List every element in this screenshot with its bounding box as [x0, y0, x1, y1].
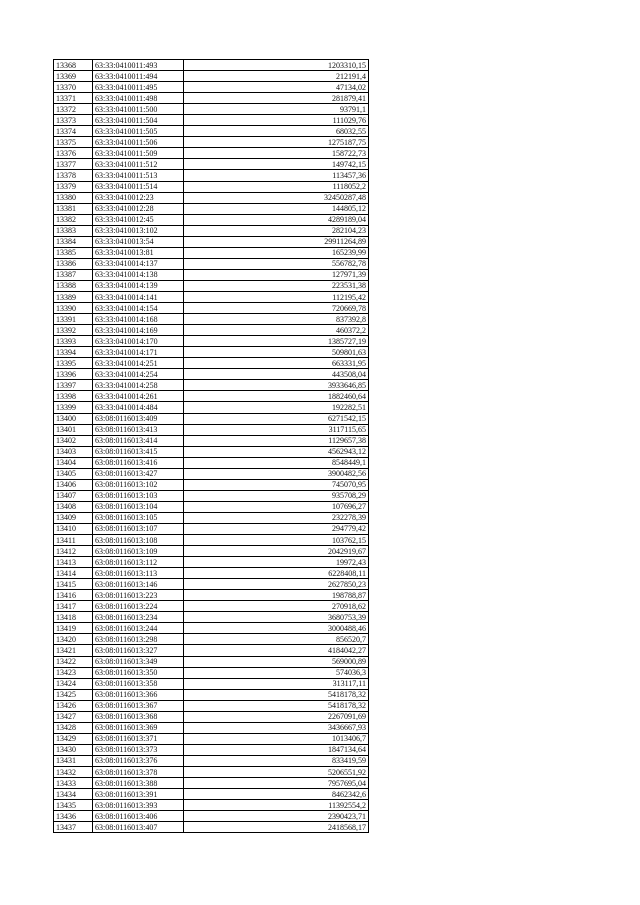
row-number-cell: 13377: [54, 159, 93, 170]
row-number-cell: 13391: [54, 314, 93, 325]
row-number-cell: 13429: [54, 733, 93, 744]
value-cell: 232278,39: [184, 512, 369, 523]
table-row: [54, 126, 369, 137]
table-row: [54, 314, 369, 325]
value-cell: 1847134,64: [184, 744, 369, 755]
table-row: [54, 623, 369, 634]
cadastral-number-cell: 63:33:0410014:258: [93, 380, 184, 391]
row-number-cell: 13401: [54, 424, 93, 435]
cadastral-number-cell: 63:08:0116013:298: [93, 634, 184, 645]
table-row: [54, 347, 369, 358]
table-row: [54, 413, 369, 424]
cadastral-number-cell: 63:33:0410011:494: [93, 71, 184, 82]
row-number-cell: 13416: [54, 590, 93, 601]
table-row: [54, 93, 369, 104]
cadastral-number-cell: 63:33:0410011:506: [93, 137, 184, 148]
cadastral-number-cell: 63:33:0410011:512: [93, 159, 184, 170]
table-row: [54, 601, 369, 612]
table-row: [54, 744, 369, 755]
value-cell: 4289189,04: [184, 214, 369, 225]
cadastral-number-cell: 63:33:0410014:171: [93, 347, 184, 358]
row-number-cell: 13369: [54, 71, 93, 82]
table-row: [54, 137, 369, 148]
row-number-cell: 13380: [54, 192, 93, 203]
row-number-cell: 13399: [54, 402, 93, 413]
value-cell: 856520,7: [184, 634, 369, 645]
cadastral-number-cell: 63:08:0116013:416: [93, 457, 184, 468]
cadastral-number-cell: 63:33:0410014:154: [93, 303, 184, 314]
value-cell: 281879,41: [184, 93, 369, 104]
table-row: [54, 778, 369, 789]
cadastral-value-table: [53, 59, 369, 833]
table-row: [54, 479, 369, 490]
value-cell: 720669,78: [184, 303, 369, 314]
row-number-cell: 13417: [54, 601, 93, 612]
row-number-cell: 13406: [54, 479, 93, 490]
table-row: [54, 546, 369, 557]
table-row: [54, 490, 369, 501]
row-number-cell: 13437: [54, 822, 93, 833]
cadastral-number-cell: 63:08:0116013:407: [93, 822, 184, 833]
value-cell: 8548449,1: [184, 457, 369, 468]
table-row: [54, 501, 369, 512]
table-row: [54, 336, 369, 347]
cadastral-number-cell: 63:08:0116013:327: [93, 645, 184, 656]
table-row: [54, 535, 369, 546]
value-cell: 5418178,32: [184, 700, 369, 711]
row-number-cell: 13418: [54, 612, 93, 623]
table-row: [54, 678, 369, 689]
cadastral-number-cell: 63:08:0116013:369: [93, 722, 184, 733]
cadastral-number-cell: 63:33:0410011:504: [93, 115, 184, 126]
cadastral-number-cell: 63:08:0116013:112: [93, 557, 184, 568]
row-number-cell: 13383: [54, 225, 93, 236]
value-cell: 2267091,69: [184, 711, 369, 722]
row-number-cell: 13402: [54, 435, 93, 446]
cadastral-number-cell: 63:33:0410014:251: [93, 358, 184, 369]
value-cell: 3680753,39: [184, 612, 369, 623]
table-row: [54, 225, 369, 236]
value-cell: 460372,2: [184, 325, 369, 336]
table-row: [54, 258, 369, 269]
cadastral-number-cell: 63:33:0410011:505: [93, 126, 184, 137]
row-number-cell: 13432: [54, 767, 93, 778]
table-body: [54, 60, 369, 833]
row-number-cell: 13428: [54, 722, 93, 733]
cadastral-number-cell: 63:33:0410014:261: [93, 391, 184, 402]
row-number-cell: 13433: [54, 778, 93, 789]
row-number-cell: 13414: [54, 568, 93, 579]
row-number-cell: 13381: [54, 203, 93, 214]
table-row: [54, 60, 369, 71]
table-row: [54, 247, 369, 258]
table-row: [54, 811, 369, 822]
cadastral-number-cell: 63:33:0410014:139: [93, 280, 184, 291]
cadastral-number-cell: 63:08:0116013:366: [93, 689, 184, 700]
row-number-cell: 13394: [54, 347, 93, 358]
cadastral-number-cell: 63:08:0116013:409: [93, 413, 184, 424]
value-cell: 112195,42: [184, 291, 369, 302]
cadastral-number-cell: 63:33:0410011:500: [93, 104, 184, 115]
value-cell: 3900482,56: [184, 468, 369, 479]
value-cell: 4184042,27: [184, 645, 369, 656]
table-row: [54, 402, 369, 413]
row-number-cell: 13371: [54, 93, 93, 104]
row-number-cell: 13387: [54, 269, 93, 280]
table-row: [54, 71, 369, 82]
table-row: [54, 789, 369, 800]
cadastral-number-cell: 63:08:0116013:104: [93, 501, 184, 512]
table-row: [54, 181, 369, 192]
row-number-cell: 13405: [54, 468, 93, 479]
row-number-cell: 13431: [54, 755, 93, 766]
value-cell: 3117115,65: [184, 424, 369, 435]
cadastral-number-cell: 63:08:0116013:378: [93, 767, 184, 778]
cadastral-number-cell: 63:33:0410012:45: [93, 214, 184, 225]
value-cell: 165239,99: [184, 247, 369, 258]
row-number-cell: 13434: [54, 789, 93, 800]
value-cell: 93791,1: [184, 104, 369, 115]
row-number-cell: 13372: [54, 104, 93, 115]
row-number-cell: 13404: [54, 457, 93, 468]
row-number-cell: 13389: [54, 291, 93, 302]
cadastral-number-cell: 63:33:0410014:170: [93, 336, 184, 347]
table-row: [54, 391, 369, 402]
cadastral-number-cell: 63:08:0116013:107: [93, 523, 184, 534]
table-row: [54, 192, 369, 203]
row-number-cell: 13395: [54, 358, 93, 369]
value-cell: 192282,51: [184, 402, 369, 413]
row-number-cell: 13426: [54, 700, 93, 711]
cadastral-number-cell: 63:08:0116013:415: [93, 446, 184, 457]
row-number-cell: 13419: [54, 623, 93, 634]
table-row: [54, 512, 369, 523]
row-number-cell: 13430: [54, 744, 93, 755]
table-row: [54, 303, 369, 314]
cadastral-number-cell: 63:33:0410012:28: [93, 203, 184, 214]
table-row: [54, 722, 369, 733]
value-cell: 111029,76: [184, 115, 369, 126]
cadastral-number-cell: 63:33:0410011:509: [93, 148, 184, 159]
row-number-cell: 13393: [54, 336, 93, 347]
row-number-cell: 13403: [54, 446, 93, 457]
row-number-cell: 13386: [54, 258, 93, 269]
cadastral-number-cell: 63:33:0410011:493: [93, 60, 184, 71]
cadastral-number-cell: 63:08:0116013:349: [93, 656, 184, 667]
row-number-cell: 13398: [54, 391, 93, 402]
row-number-cell: 13378: [54, 170, 93, 181]
value-cell: 1129657,38: [184, 435, 369, 446]
table-row: [54, 800, 369, 811]
value-cell: 1882460,64: [184, 391, 369, 402]
cadastral-number-cell: 63:08:0116013:105: [93, 512, 184, 523]
cadastral-number-cell: 63:08:0116013:234: [93, 612, 184, 623]
value-cell: 29911264,89: [184, 236, 369, 247]
table-row: [54, 159, 369, 170]
table-row: [54, 755, 369, 766]
table-row: [54, 214, 369, 225]
table-row: [54, 380, 369, 391]
value-cell: 282104,23: [184, 225, 369, 236]
row-number-cell: 13370: [54, 82, 93, 93]
table-row: [54, 446, 369, 457]
cadastral-number-cell: 63:33:0410012:23: [93, 192, 184, 203]
value-cell: 663331,95: [184, 358, 369, 369]
cadastral-number-cell: 63:08:0116013:224: [93, 601, 184, 612]
cadastral-number-cell: 63:33:0410011:513: [93, 170, 184, 181]
cadastral-number-cell: 63:08:0116013:371: [93, 733, 184, 744]
cadastral-number-cell: 63:08:0116013:406: [93, 811, 184, 822]
value-cell: 7957695,04: [184, 778, 369, 789]
cadastral-number-cell: 63:08:0116013:373: [93, 744, 184, 755]
cadastral-number-cell: 63:08:0116013:146: [93, 579, 184, 590]
value-cell: 113457,36: [184, 170, 369, 181]
table-row: [54, 291, 369, 302]
cadastral-number-cell: 63:33:0410014:484: [93, 402, 184, 413]
row-number-cell: 13413: [54, 557, 93, 568]
cadastral-number-cell: 63:08:0116013:393: [93, 800, 184, 811]
value-cell: 19972,43: [184, 557, 369, 568]
cadastral-number-cell: 63:33:0410011:514: [93, 181, 184, 192]
value-cell: 3436667,93: [184, 722, 369, 733]
row-number-cell: 13388: [54, 280, 93, 291]
row-number-cell: 13409: [54, 512, 93, 523]
cadastral-number-cell: 63:08:0116013:108: [93, 535, 184, 546]
table-row: [54, 435, 369, 446]
table-row: [54, 236, 369, 247]
value-cell: 198788,87: [184, 590, 369, 601]
table-row: [54, 325, 369, 336]
row-number-cell: 13412: [54, 546, 93, 557]
table-row: [54, 634, 369, 645]
cadastral-number-cell: 63:33:0410013:102: [93, 225, 184, 236]
table-row: [54, 82, 369, 93]
value-cell: 2042919,67: [184, 546, 369, 557]
row-number-cell: 13436: [54, 811, 93, 822]
table-row: [54, 612, 369, 623]
value-cell: 313117,11: [184, 678, 369, 689]
row-number-cell: 13390: [54, 303, 93, 314]
row-number-cell: 13411: [54, 535, 93, 546]
row-number-cell: 13420: [54, 634, 93, 645]
row-number-cell: 13368: [54, 60, 93, 71]
cadastral-number-cell: 63:08:0116013:109: [93, 546, 184, 557]
value-cell: 3933646,85: [184, 380, 369, 391]
table-row: [54, 148, 369, 159]
row-number-cell: 13407: [54, 490, 93, 501]
table-row: [54, 424, 369, 435]
cadastral-number-cell: 63:33:0410014:141: [93, 291, 184, 302]
value-cell: 3000488,46: [184, 623, 369, 634]
cadastral-number-cell: 63:08:0116013:413: [93, 424, 184, 435]
table-row: [54, 667, 369, 678]
cadastral-number-cell: 63:33:0410013:81: [93, 247, 184, 258]
row-number-cell: 13435: [54, 800, 93, 811]
table-row: [54, 568, 369, 579]
table-row: [54, 280, 369, 291]
table-row: [54, 523, 369, 534]
value-cell: 6228408,11: [184, 568, 369, 579]
table-row: [54, 269, 369, 280]
table-row: [54, 656, 369, 667]
row-number-cell: 13385: [54, 247, 93, 258]
value-cell: 2390423,71: [184, 811, 369, 822]
value-cell: 1013406,7: [184, 733, 369, 744]
cadastral-number-cell: 63:08:0116013:427: [93, 468, 184, 479]
value-cell: 1385727,19: [184, 336, 369, 347]
value-cell: 8462342,6: [184, 789, 369, 800]
row-number-cell: 13397: [54, 380, 93, 391]
row-number-cell: 13392: [54, 325, 93, 336]
cadastral-number-cell: 63:08:0116013:223: [93, 590, 184, 601]
table-row: [54, 203, 369, 214]
cadastral-number-cell: 63:08:0116013:113: [93, 568, 184, 579]
row-number-cell: 13382: [54, 214, 93, 225]
value-cell: 569000,89: [184, 656, 369, 667]
value-cell: 32450287,48: [184, 192, 369, 203]
cadastral-number-cell: 63:33:0410011:498: [93, 93, 184, 104]
cadastral-number-cell: 63:08:0116013:102: [93, 479, 184, 490]
value-cell: 556782,78: [184, 258, 369, 269]
row-number-cell: 13423: [54, 667, 93, 678]
table-row: [54, 590, 369, 601]
table-row: [54, 468, 369, 479]
row-number-cell: 13422: [54, 656, 93, 667]
table-row: [54, 170, 369, 181]
table-row: [54, 733, 369, 744]
row-number-cell: 13400: [54, 413, 93, 424]
value-cell: 107696,27: [184, 501, 369, 512]
table-row: [54, 579, 369, 590]
value-cell: 837392,8: [184, 314, 369, 325]
cadastral-number-cell: 63:08:0116013:414: [93, 435, 184, 446]
table-row: [54, 557, 369, 568]
value-cell: 149742,15: [184, 159, 369, 170]
value-cell: 158722,73: [184, 148, 369, 159]
row-number-cell: 13427: [54, 711, 93, 722]
cadastral-number-cell: 63:33:0410014:138: [93, 269, 184, 280]
cadastral-number-cell: 63:08:0116013:367: [93, 700, 184, 711]
value-cell: 144805,12: [184, 203, 369, 214]
value-cell: 47134,02: [184, 82, 369, 93]
value-cell: 11392554,2: [184, 800, 369, 811]
value-cell: 223531,38: [184, 280, 369, 291]
table-row: [54, 457, 369, 468]
row-number-cell: 13375: [54, 137, 93, 148]
value-cell: 127971,39: [184, 269, 369, 280]
table-row: [54, 689, 369, 700]
value-cell: 6271542,15: [184, 413, 369, 424]
row-number-cell: 13415: [54, 579, 93, 590]
row-number-cell: 13410: [54, 523, 93, 534]
value-cell: 68032,55: [184, 126, 369, 137]
row-number-cell: 13373: [54, 115, 93, 126]
value-cell: 833419,59: [184, 755, 369, 766]
table-row: [54, 822, 369, 833]
table-row: [54, 369, 369, 380]
row-number-cell: 13425: [54, 689, 93, 700]
value-cell: 103762,15: [184, 535, 369, 546]
cadastral-number-cell: 63:33:0410014:137: [93, 258, 184, 269]
cadastral-number-cell: 63:33:0410014:254: [93, 369, 184, 380]
cadastral-number-cell: 63:08:0116013:368: [93, 711, 184, 722]
cadastral-number-cell: 63:08:0116013:376: [93, 755, 184, 766]
row-number-cell: 13374: [54, 126, 93, 137]
value-cell: 270918,62: [184, 601, 369, 612]
cadastral-number-cell: 63:33:0410013:54: [93, 236, 184, 247]
value-cell: 4562943,12: [184, 446, 369, 457]
row-number-cell: 13396: [54, 369, 93, 380]
row-number-cell: 13408: [54, 501, 93, 512]
table-row: [54, 700, 369, 711]
cadastral-number-cell: 63:08:0116013:103: [93, 490, 184, 501]
value-cell: 5206551,92: [184, 767, 369, 778]
row-number-cell: 13384: [54, 236, 93, 247]
row-number-cell: 13424: [54, 678, 93, 689]
cadastral-number-cell: 63:33:0410014:168: [93, 314, 184, 325]
cadastral-number-cell: 63:08:0116013:358: [93, 678, 184, 689]
cadastral-number-cell: 63:08:0116013:391: [93, 789, 184, 800]
value-cell: 1203310,15: [184, 60, 369, 71]
table-row: [54, 358, 369, 369]
value-cell: 509801,63: [184, 347, 369, 358]
table-row: [54, 767, 369, 778]
value-cell: 574036,3: [184, 667, 369, 678]
row-number-cell: 13421: [54, 645, 93, 656]
value-cell: 212191,4: [184, 71, 369, 82]
value-cell: 745070,95: [184, 479, 369, 490]
cadastral-number-cell: 63:08:0116013:350: [93, 667, 184, 678]
value-cell: 2418568,17: [184, 822, 369, 833]
value-cell: 2627850,23: [184, 579, 369, 590]
table-row: [54, 104, 369, 115]
table-row: [54, 711, 369, 722]
value-cell: 935708,29: [184, 490, 369, 501]
cadastral-number-cell: 63:08:0116013:244: [93, 623, 184, 634]
value-cell: 5418178,32: [184, 689, 369, 700]
cadastral-number-cell: 63:08:0116013:388: [93, 778, 184, 789]
table-row: [54, 115, 369, 126]
cadastral-number-cell: 63:33:0410014:169: [93, 325, 184, 336]
cadastral-number-cell: 63:33:0410011:495: [93, 82, 184, 93]
value-cell: 294779,42: [184, 523, 369, 534]
value-cell: 1275187,75: [184, 137, 369, 148]
row-number-cell: 13376: [54, 148, 93, 159]
value-cell: 443508,04: [184, 369, 369, 380]
row-number-cell: 13379: [54, 181, 93, 192]
value-cell: 1118052,2: [184, 181, 369, 192]
table-row: [54, 645, 369, 656]
